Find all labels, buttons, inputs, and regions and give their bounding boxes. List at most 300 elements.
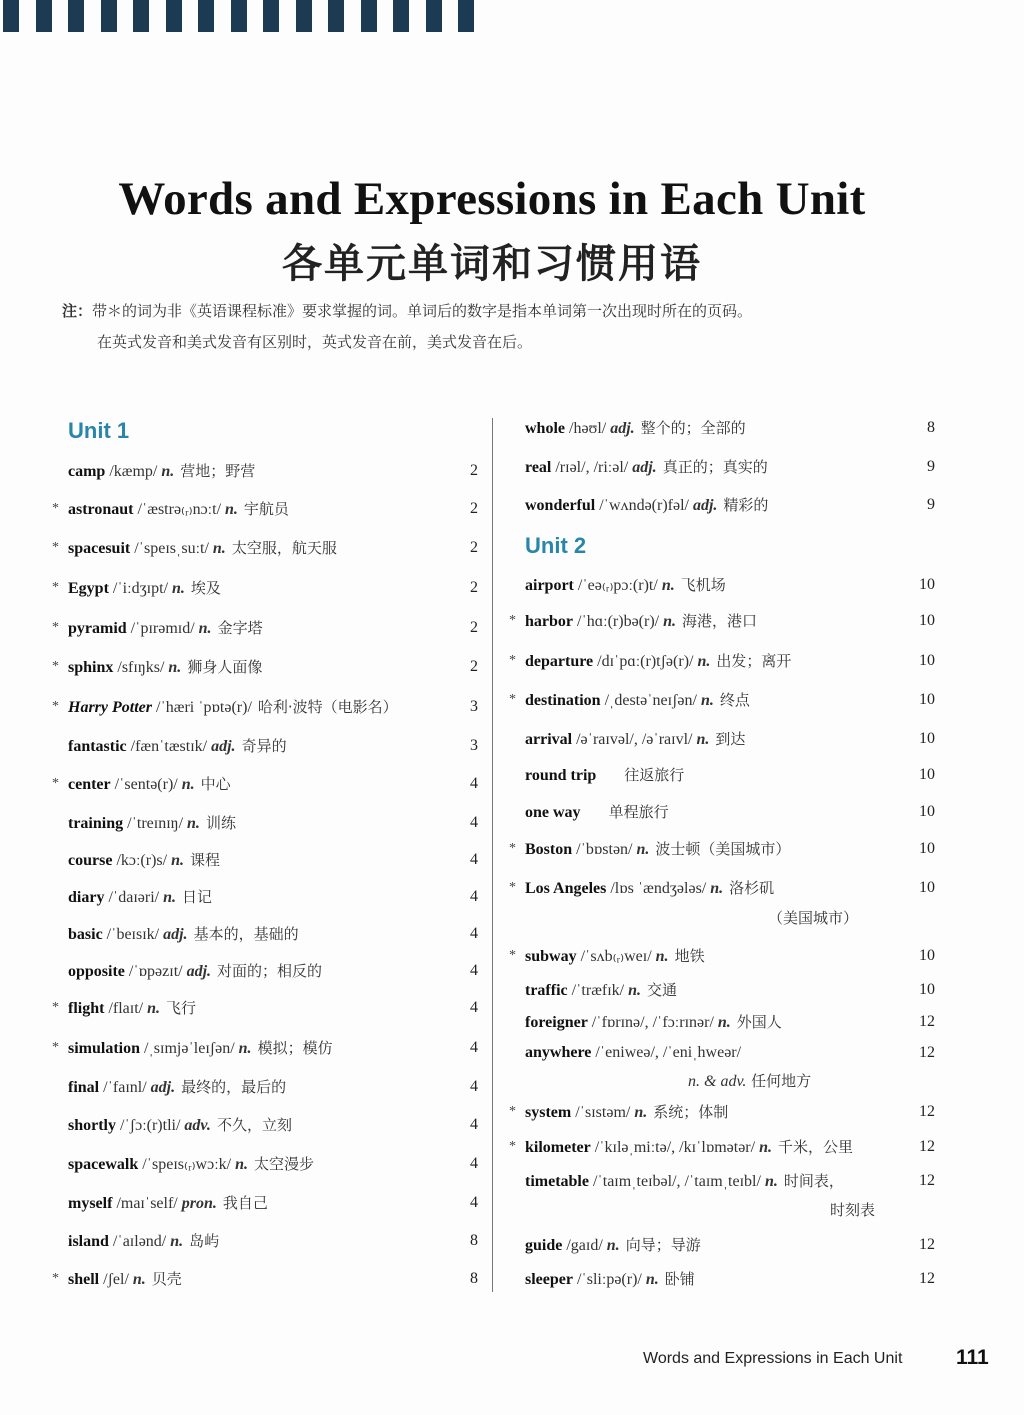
entry-part-of-speech: adv. [184,1117,211,1134]
entry-page-number: 10 [919,766,935,783]
entry-part-of-speech: n. [606,1237,620,1254]
entry-page-number: 2 [470,579,478,596]
binding-stripe [231,0,247,32]
binding-stripe [166,0,182,32]
entry-meaning: 往返旅行 [624,766,685,784]
entry-phonetic: /ʃel/ [103,1271,129,1288]
entry-word: timetable [525,1173,589,1190]
note-line-2: 在英式发音和美式发音有区别时，英式发音在前，美式发音在后。 [97,333,533,351]
entry-part-of-speech: n. & adv. [688,1073,747,1090]
vocab-entry [525,764,935,786]
entry-word: whole [525,420,565,437]
vocab-entry [525,574,935,596]
entry-page-number: 8 [470,1270,478,1287]
entry-part-of-speech: n. [645,1271,659,1288]
asterisk-marker: * [509,613,516,628]
entry-part-of-speech: n. [696,731,710,748]
entry-phonetic: /əˈraɪvəl/, /əˈraɪvl/ [576,731,693,748]
entry-part-of-speech: n. [663,613,677,630]
entry-page-number: 12 [919,1270,935,1287]
entry-phonetic: /ˌsɪmjəˈleɪʃən/ [144,1040,235,1057]
entry-phonetic: /ˈæstrə₍ᵣ₎nɔːt/ [137,501,222,518]
vocab-entry [525,1234,935,1256]
entry-page-number: 12 [919,1103,935,1120]
entry-page-number: 10 [919,840,935,857]
entry-word: astronaut [68,501,134,518]
entry-page-number: 4 [470,814,478,831]
entry-phonetic: /ˈsentə(r)/ [114,776,178,793]
entry-word: harbor [525,613,573,630]
asterisk-marker: * [509,1104,516,1119]
vocab-entry [509,877,935,899]
entry-word: anywhere [525,1044,592,1061]
entry-page-number: 12 [919,1172,935,1189]
entry-meaning: 整个的；全部的 [640,419,746,437]
entry-page-number: 4 [470,999,478,1016]
entry-part-of-speech: n. [700,692,714,709]
binding-stripe [393,0,409,32]
entry-word: myself [68,1195,113,1212]
entry-word: guide [525,1237,563,1254]
entry-meaning: 向导；导游 [625,1236,701,1254]
entry-part-of-speech: n. [710,880,724,897]
entry-meaning: 太空漫步 [254,1155,315,1173]
entry-phonetic: /ˈsʌb₍ᵣ₎weɪ/ [580,948,652,965]
entry-meaning: 贝壳 [151,1270,182,1288]
entry-word: shell [68,1271,100,1288]
entry-part-of-speech: pron. [181,1195,217,1212]
vocab-entry [509,650,935,672]
entry-phonetic: /ˈwʌndə(r)fəl/ [599,497,689,514]
asterisk-marker: * [509,841,516,856]
entry-part-of-speech: adj. [692,497,718,514]
entry-word: system [525,1104,572,1121]
entry-word: subway [525,948,577,965]
entry-word: one way [525,804,581,821]
vocab-entry [525,979,935,1001]
entry-word: kilometer [525,1139,591,1156]
entry-part-of-speech: adj. [186,963,212,980]
entry-phonetic: /ˈbɒstən/ [576,841,633,858]
entry-page-number: 2 [470,658,478,675]
vocab-entry [525,1268,935,1290]
vocab-entry [509,689,935,711]
entry-part-of-speech: n. [132,1271,146,1288]
entry-meaning: 时间表， [783,1172,844,1190]
vocab-entry [68,812,478,834]
entry-meaning: 岛屿 [189,1232,220,1250]
entry-part-of-speech: n. [634,1104,648,1121]
entry-page-number: 3 [470,698,478,715]
vocab-entry [68,1114,478,1136]
entry-word: foreigner [525,1014,588,1031]
entry-meaning: 奇异的 [241,737,287,755]
unit-2-heading: Unit 2 [525,533,587,558]
entry-meaning: 宇航员 [243,500,289,518]
entry-part-of-speech: n. [225,501,238,518]
note-text: 带＊的词为非《英语课程标准》要求掌握的词。单词后的数字是指本单词第一次出现时所在的页码。 [92,302,753,320]
entry-word: basic [68,926,103,943]
entry-phonetic: /həʊl/ [569,420,607,437]
entry-page-number: 8 [927,419,935,436]
vocab-entry [525,1170,935,1192]
binding-stripe [263,0,279,32]
entry-part-of-speech: n. [238,1040,252,1057]
entry-word: Los Angeles [525,880,607,897]
asterisk-marker: * [52,1040,59,1055]
entry-word: real [525,459,552,476]
entry-word: diary [68,889,105,906]
entry-meaning: 课程 [190,851,221,869]
entry-word: spacesuit [68,540,131,557]
entry-part-of-speech: n. [168,659,182,676]
entry-phonetic: /gaɪd/ [566,1237,603,1254]
entry-page-number: 4 [470,888,478,905]
entry-word: departure [525,653,594,670]
vocab-entry [68,849,478,871]
entry-phonetic: /ˈdaɪəri/ [108,889,160,906]
entry-phonetic: /kæmp/ [109,463,158,480]
entry-page-number: 10 [919,803,935,820]
entry-page-number: 9 [927,496,935,513]
entry-word: camp [68,463,106,480]
entry-page-number: 4 [470,775,478,792]
entry-meaning: 飞行 [166,999,197,1017]
entry-part-of-speech: n. [170,1233,184,1250]
binding-stripe [328,0,344,32]
entry-meaning: 模拟；模仿 [257,1039,333,1057]
entry-part-of-speech: n. [171,852,184,869]
vocab-entry [525,456,935,478]
entry-meaning: 洛杉矶 [729,879,775,897]
entry-part-of-speech: n. [187,815,200,832]
entry-meaning: 到达 [715,730,746,748]
vocab-entry [68,1153,478,1175]
vocab-entry [52,696,478,718]
vocab-entry [509,945,935,967]
entry-page-number: 4 [470,925,478,942]
entry-word: traffic [525,982,568,999]
vocab-entry [52,997,478,1019]
entry-page-number: 4 [470,1078,478,1095]
binding-stripe [68,0,84,32]
binding-stripe [426,0,442,32]
vocab-entry [68,960,478,982]
entry-word: Egypt [68,580,109,597]
entry-phonetic: /flaɪt/ [108,1000,144,1017]
entry-word: island [68,1233,109,1250]
binding-stripe [361,0,377,32]
binding-stripe [101,0,117,32]
binding-stripe [458,0,474,32]
entry-part-of-speech: adj. [163,926,188,943]
entry-word: final [68,1079,100,1096]
entry-word: training [68,815,124,832]
binding-stripe [133,0,149,32]
page-title-chinese: 各单元单词和习惯用语 [282,241,702,287]
asterisk-marker: * [52,776,59,791]
vocab-entry [68,1192,478,1214]
asterisk-marker: * [509,1139,516,1154]
entry-page-number: 10 [919,652,935,669]
asterisk-marker: * [52,659,59,674]
entry-word: fantastic [68,738,127,755]
entry-page-number: 10 [919,981,935,998]
entry-word: airport [525,577,574,594]
entry-meaning: 不久，立刻 [216,1116,292,1134]
entry-word: pyramid [68,620,127,637]
entry-page-number: 10 [919,576,935,593]
entry-meaning: 太空服，航天服 [231,539,337,557]
entry-page-number: 12 [919,1138,935,1155]
running-footer: Words and Expressions in Each Unit [643,1350,903,1367]
entry-word: shortly [68,1117,116,1134]
entry-phonetic: /lɒs ˈændʒələs/ [610,880,707,897]
entry-page-number: 3 [470,737,478,754]
entry-meaning: 真正的；真实的 [662,458,768,476]
vocab-entry [68,460,478,482]
entry-meaning: 外国人 [736,1013,782,1031]
entry-meaning: 千米，公里 [777,1138,853,1156]
asterisk-marker: * [509,653,516,668]
entry-page-number: 9 [927,458,935,475]
entry-phonetic: /ˈspeɪs₍ᵣ₎wɔːk/ [142,1156,232,1173]
entry-page-number: 10 [919,879,935,896]
entry-phonetic: /ˈiːdʒɪpt/ [112,580,169,597]
entry-word: center [68,776,111,793]
entry-page-number: 2 [470,500,478,517]
entry-part-of-speech: n. [661,577,675,594]
entry-page-number: 10 [919,730,935,747]
entry-phonetic: /ˈspeɪsˌsuːt/ [134,540,209,557]
vocab-entry [52,537,478,559]
vocab-entry [525,494,935,516]
entry-part-of-speech: n. [636,841,650,858]
entry-page-number: 4 [470,1194,478,1211]
entry-meaning: 单程旅行 [608,803,669,821]
vocab-entry [68,735,478,757]
column-divider [492,418,493,1292]
entry-phonetic: /sfɪŋks/ [117,659,165,676]
binding-stripe [198,0,214,32]
entry-page-number: 8 [470,1232,478,1249]
entry-phonetic: /rɪəl/, /riːəl/ [555,459,629,476]
vocab-entry [52,498,478,520]
vocab-entry [525,417,935,439]
entry-meaning: 终点 [719,691,750,709]
entry-phonetic: /ˈsliːpə(r)/ [576,1271,642,1288]
vocab-entry [52,656,478,678]
entry-word: destination [525,692,601,709]
entry-page-number: 12 [919,1236,935,1253]
entry-page-number: 4 [470,851,478,868]
entry-phonetic: /ˈtræfɪk/ [571,982,625,999]
entry-meaning: 日记 [182,888,213,906]
entry-phonetic: /ˈkɪləˌmiːtə/, /kɪˈlɒmətər/ [594,1139,756,1156]
vocab-entry [52,1037,478,1059]
entry-meaning: 交通 [646,981,677,999]
unit-1-heading: Unit 1 [68,418,130,443]
entry-phonetic: /maɪˈself/ [116,1195,178,1212]
vocab-entry [525,728,935,750]
entry-phonetic: /ˈfaɪnl/ [103,1079,147,1096]
entry-page-number: 10 [919,612,935,629]
asterisk-marker: * [52,1000,59,1015]
entry-meaning: 金字塔 [217,619,263,637]
entry-meaning: 对面的；相反的 [217,962,323,980]
entry-phonetic: /ˈpɪrəmɪd/ [130,620,195,637]
entry-part-of-speech: n. [764,1173,778,1190]
asterisk-marker: * [509,948,516,963]
vocab-entry [509,1136,935,1158]
entry-phonetic: /ˈfɒrɪnə/, /ˈfɔːrɪnər/ [591,1014,714,1031]
entry-meaning: 地铁 [674,947,705,965]
note-line-1 [62,300,752,321]
vocab-entry [68,886,478,908]
vocab-entry [52,617,478,639]
entry-meaning: 飞机场 [680,576,726,594]
entry-word: course [68,852,113,869]
asterisk-marker: * [52,699,59,714]
asterisk-marker: * [52,580,59,595]
entry-word: spacewalk [68,1156,139,1173]
vocab-entry [509,838,935,860]
entry-phonetic: /dɪˈpɑː(r)tʃə(r)/ [597,653,694,670]
entry-part-of-speech: adj. [610,420,635,437]
entry-part-of-speech: n. [163,889,176,906]
entry-part-of-speech: n. [697,653,711,670]
entry-word: arrival [525,731,573,748]
entry-part-of-speech: n. [181,776,195,793]
entry-phonetic: /ˈeə₍ᵣ₎pɔː(r)t/ [577,577,658,594]
entry-meaning: 波士顿（美国城市） [655,840,791,858]
entry-word: simulation [68,1040,141,1057]
entry-phonetic: /ˈʃɔː(r)tli/ [120,1117,181,1134]
entry-phonetic: /ˌdestəˈneɪʃən/ [604,692,697,709]
entry-word: flight [68,1000,105,1017]
entry-page-number: 4 [470,1116,478,1133]
entry-word: opposite [68,963,125,980]
entry-part-of-speech: n. [198,620,212,637]
entry-phonetic: /ˈtaɪmˌteɪbəl/, /ˈtaɪmˌteɪbl/ [592,1173,761,1190]
vocab-entry [525,801,935,823]
entry-phonetic: /ˈsɪstəm/ [575,1104,631,1121]
entry-part-of-speech: n. [235,1156,248,1173]
vocab-entry [68,1076,478,1098]
entry-phonetic: /ˈhæri ˈpɒtə(r)/ [156,699,252,716]
entry-part-of-speech: n. [147,1000,161,1017]
entry-part-of-speech: n. [172,580,185,597]
vocab-entry [525,1042,935,1064]
entry-phonetic: /kɔː(r)s/ [116,852,168,869]
entry-continuation [768,907,858,929]
entry-page-number: 2 [470,619,478,636]
asterisk-marker: * [509,880,516,895]
entry-meaning: 最终的，最后的 [181,1078,287,1096]
asterisk-marker: * [52,620,59,635]
entry-meaning: 系统；体制 [653,1103,729,1121]
entry-page-number: 10 [919,947,935,964]
entry-continuation [830,1199,875,1221]
entry-page-number: 4 [470,962,478,979]
note-label: 注： [62,302,93,320]
entry-page-number: 4 [470,1039,478,1056]
entry-word: sphinx [68,659,114,676]
entry-word: wonderful [525,497,596,514]
entry-page-number: 12 [919,1044,935,1061]
entry-meaning: 狮身人面像 [187,658,263,676]
entry-meaning: 哈利·波特（电影名） [257,698,398,716]
vocab-entry [525,1011,935,1033]
entry-meaning: 出发；离开 [716,652,792,670]
entry-page-number: 10 [919,691,935,708]
entry-phonetic: /ˈtreɪnɪŋ/ [127,815,184,832]
entry-phonetic: /ˈɒpəzɪt/ [128,963,183,980]
entry-part-of-speech: n. [212,540,226,557]
entry-meaning: 任何地方 [751,1072,812,1090]
entry-continuation [688,1070,811,1092]
entry-word: round trip [525,767,597,784]
entry-phonetic: /ˈeniweə/, /ˈeniˌhweər/ [595,1044,742,1061]
asterisk-marker: * [52,501,59,516]
binding-stripe [3,0,19,32]
vocab-entry [52,1268,478,1290]
entry-word: sleeper [525,1271,573,1288]
vocab-entry [52,773,478,795]
page-number: 111 [956,1346,989,1369]
entry-page-number: 12 [919,1013,935,1030]
entry-meaning: 营地；野营 [180,462,256,480]
entry-part-of-speech: adj. [211,738,236,755]
entry-part-of-speech: n. [628,982,641,999]
entry-part-of-speech: n. [655,948,669,965]
entry-page-number: 2 [470,462,478,479]
binding-stripe [36,0,52,32]
vocab-entry [68,923,478,945]
entry-meaning: 训练 [205,814,236,832]
page-title: Words and Expressions in Each Unit [118,173,866,225]
entry-phonetic: /ˈhɑː(r)bə(r)/ [577,613,660,630]
entry-meaning: （美国城市） [768,909,859,927]
entry-meaning: 海港，港口 [682,612,758,630]
entry-page-number: 4 [470,1155,478,1172]
entry-meaning: 精彩的 [723,496,769,514]
entry-word: Boston [525,841,573,858]
vocab-entry [68,1230,478,1252]
entry-word: Harry Potter [68,699,152,716]
entry-part-of-speech: n. [717,1014,731,1031]
vocab-entry [52,577,478,599]
entry-part-of-speech: n. [161,463,175,480]
vocab-entry [509,1101,935,1123]
entry-meaning: 中心 [200,775,231,793]
entry-part-of-speech: n. [759,1139,772,1156]
entry-part-of-speech: adj. [632,459,657,476]
asterisk-marker: * [52,540,59,555]
binding-stripes [0,0,1024,34]
entry-part-of-speech: adj. [150,1079,176,1096]
entry-phonetic: /ˈbeɪsɪk/ [106,926,160,943]
entry-page-number: 2 [470,539,478,556]
entry-phonetic: /fænˈtæstɪk/ [130,738,208,755]
asterisk-marker: * [52,1271,59,1286]
entry-meaning: 我自己 [222,1194,268,1212]
vocab-entry [509,610,935,632]
binding-stripe [296,0,312,32]
entry-meaning: 埃及 [190,579,221,597]
entry-meaning: 卧铺 [664,1270,695,1288]
entry-meaning: 时刻表 [830,1201,876,1219]
